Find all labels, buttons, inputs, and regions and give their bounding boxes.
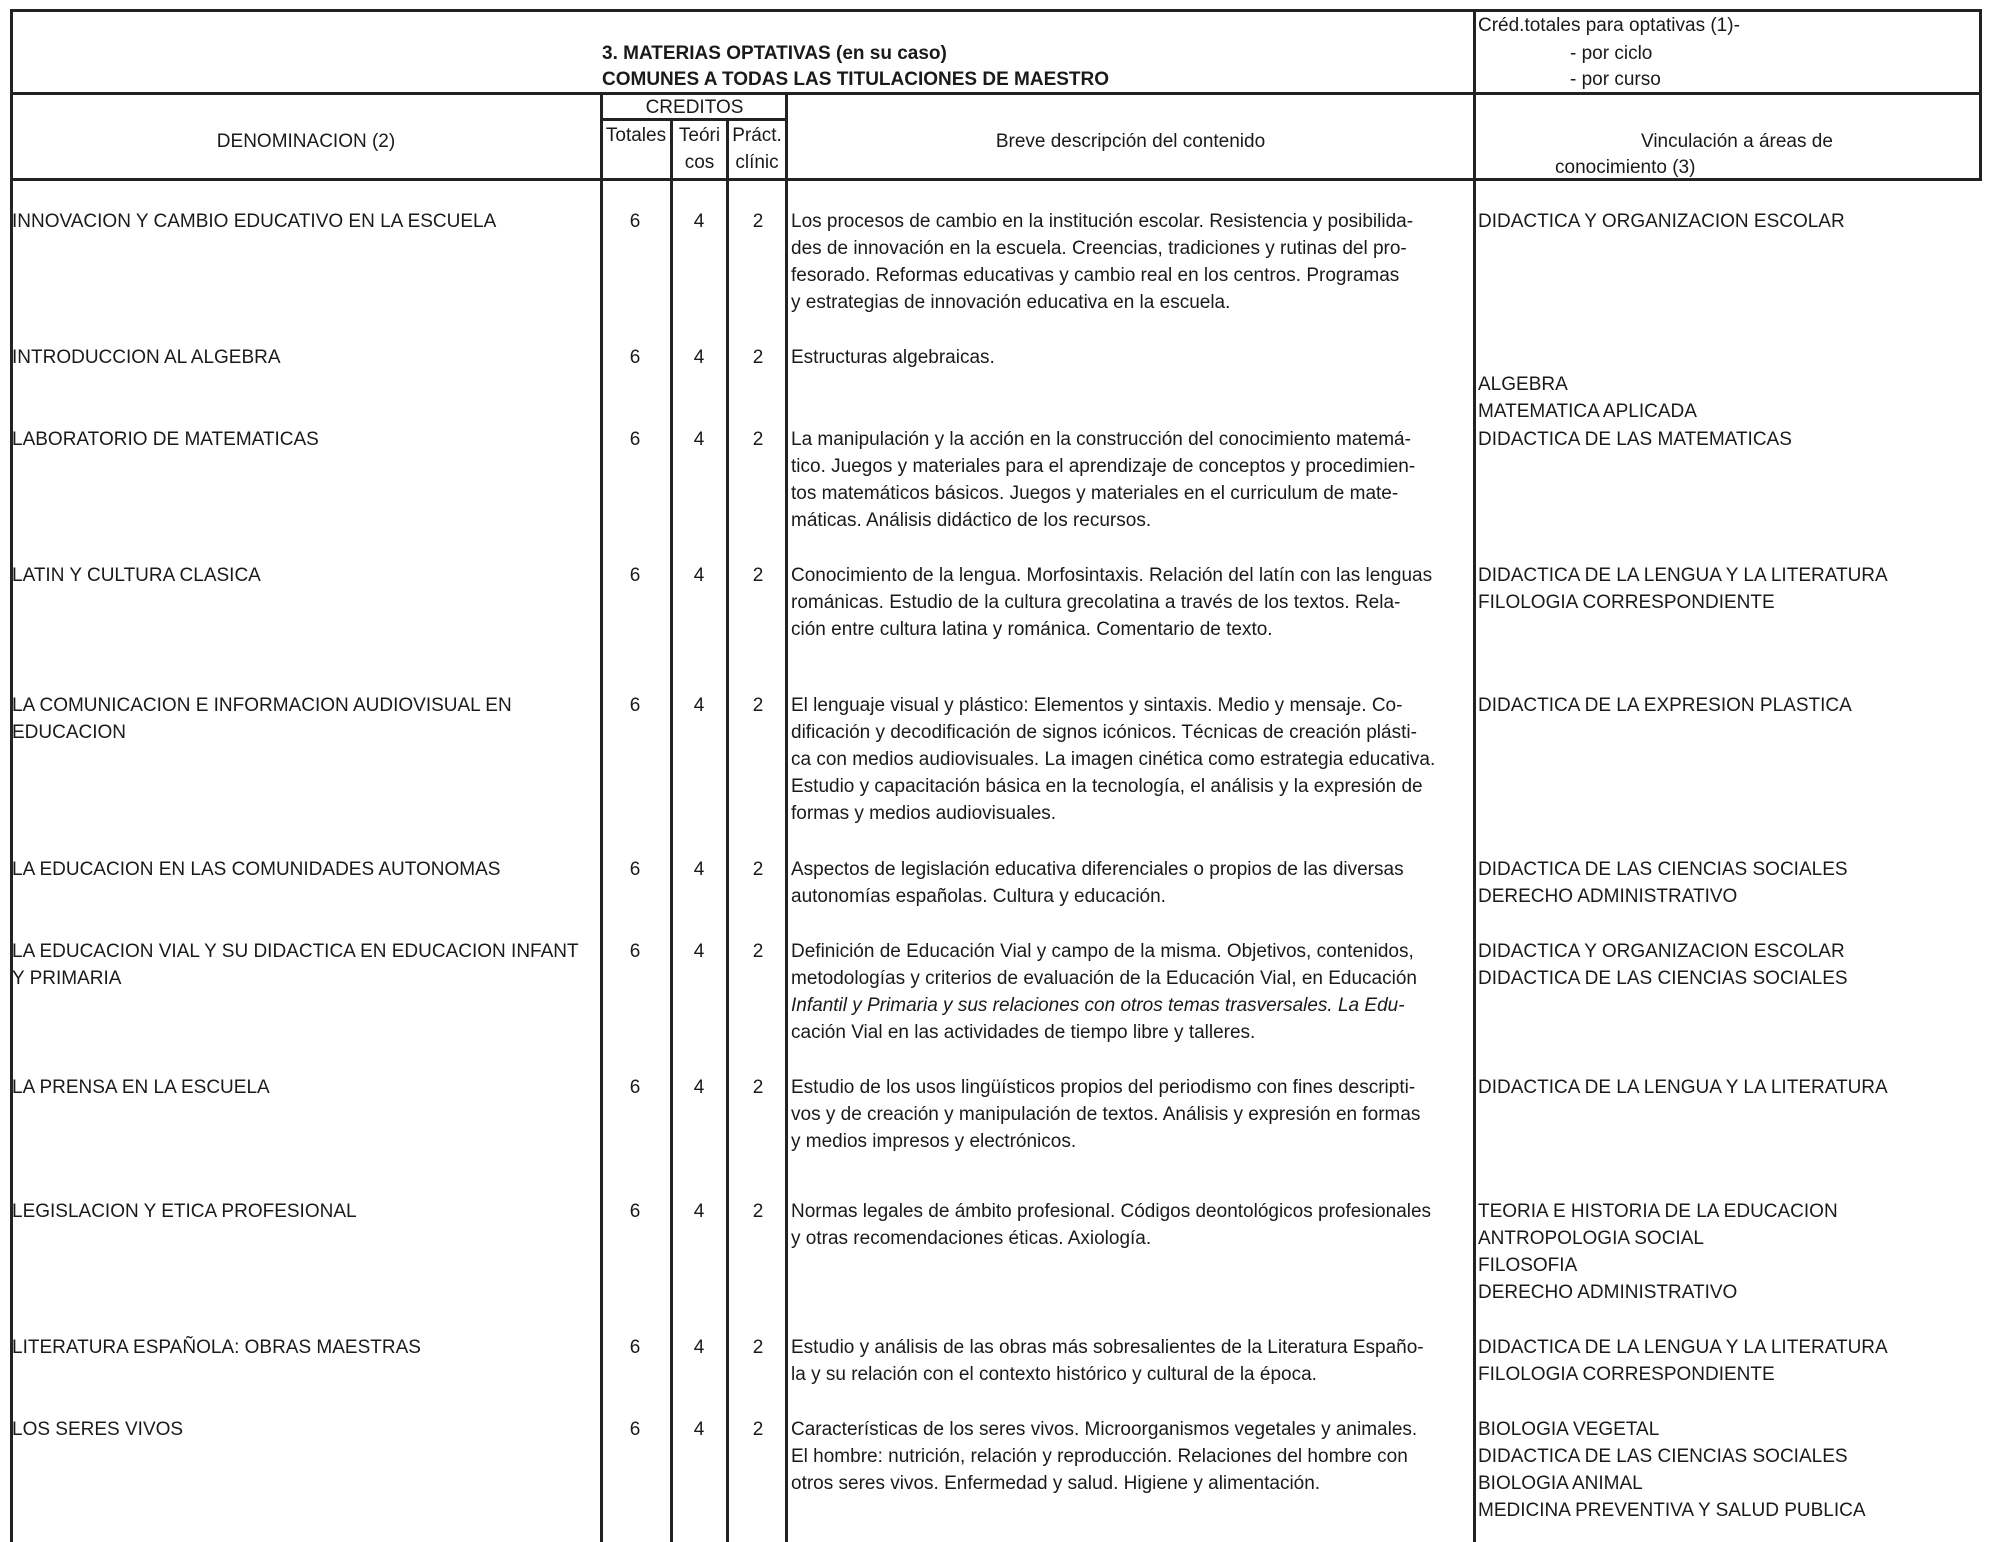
totales-header: Totales bbox=[605, 125, 667, 146]
vinculacion-header-1: Vinculación a áreas de bbox=[1641, 131, 1833, 152]
credits-practicos: 2 bbox=[752, 1419, 764, 1440]
subject-description bbox=[791, 344, 1461, 371]
description-line: formas y medios audiovisuales. bbox=[791, 803, 1057, 824]
knowledge-areas bbox=[1478, 1074, 1998, 1101]
credits-practicos: 2 bbox=[752, 859, 764, 880]
subject-description bbox=[791, 938, 1461, 1046]
subject-title bbox=[12, 344, 600, 371]
col-divider-practicos bbox=[726, 118, 729, 1542]
description-line: Estructuras algebraicas. bbox=[791, 347, 995, 368]
description-line: y otras recomendaciones éticas. Axiología. bbox=[791, 1228, 1152, 1249]
description-line: des de innovación en la escuela. Creencias, tradiciones y rutinas del pro- bbox=[791, 238, 1407, 259]
knowledge-area: BIOLOGIA ANIMAL bbox=[1478, 1473, 1643, 1494]
knowledge-areas bbox=[1478, 1198, 1998, 1306]
credits-teoricos: 4 bbox=[693, 695, 705, 716]
subject-title-line: Y PRIMARIA bbox=[12, 968, 122, 989]
subject-title-line: LEGISLACION Y ETICA PROFESIONAL bbox=[12, 1201, 357, 1222]
knowledge-area: DIDACTICA DE LA LENGUA Y LA LITERATURA bbox=[1478, 1337, 1888, 1358]
teoricos-header-1: Teóri bbox=[678, 125, 721, 146]
credits-totales: 6 bbox=[629, 695, 641, 716]
description-line: La manipulación y la acción en la construcción del conocimiento matemá- bbox=[791, 429, 1411, 450]
credits-practicos: 2 bbox=[752, 565, 764, 586]
por-ciclo-label: - por ciclo bbox=[1570, 43, 1653, 64]
description-line: la y su relación con el contexto histórico y cultural de la época. bbox=[791, 1364, 1317, 1385]
credits-teoricos: 4 bbox=[693, 211, 705, 232]
subject-title bbox=[12, 856, 600, 883]
subject-description bbox=[791, 562, 1461, 643]
credits-totales: 6 bbox=[629, 429, 641, 450]
credits-practicos: 2 bbox=[752, 1077, 764, 1098]
credits-teoricos: 4 bbox=[693, 565, 705, 586]
credits-teoricos: 4 bbox=[693, 1419, 705, 1440]
description-line: y medios impresos y electrónicos. bbox=[791, 1131, 1077, 1152]
col-divider-teoricos bbox=[670, 118, 673, 1542]
description-line: Aspectos de legislación educativa diferenciales o propios de las diversas bbox=[791, 859, 1404, 880]
knowledge-area: DIDACTICA DE LAS CIENCIAS SOCIALES bbox=[1478, 859, 1848, 880]
practicos-header-2: clínic bbox=[735, 152, 779, 173]
knowledge-area: MEDICINA PREVENTIVA Y SALUD PUBLICA bbox=[1478, 1500, 1866, 1521]
description-line: Conocimiento de la lengua. Morfosintaxis. Relación del latín con las lenguas bbox=[791, 565, 1433, 586]
credits-totales: 6 bbox=[629, 347, 641, 368]
description-line: Los procesos de cambio en la institución escolar. Resistencia y posibilida- bbox=[791, 211, 1414, 232]
descripcion-header: Breve descripción del contenido bbox=[995, 131, 1266, 152]
credits-totales: 6 bbox=[629, 859, 641, 880]
knowledge-area: FILOLOGIA CORRESPONDIENTE bbox=[1478, 592, 1775, 613]
description-line: máticas. Análisis didáctico de los recursos. bbox=[791, 510, 1152, 531]
knowledge-area bbox=[1478, 344, 1998, 371]
subject-title bbox=[12, 1074, 600, 1101]
description-line: El hombre: nutrición, relación y reproducción. Relaciones del hombre con bbox=[791, 1446, 1408, 1467]
knowledge-area: DERECHO ADMINISTRATIVO bbox=[1478, 886, 1738, 907]
credits-totales: 6 bbox=[629, 1337, 641, 1358]
knowledge-areas bbox=[1478, 938, 1998, 992]
description-line: románicas. Estudio de la cultura grecolatina a través de los textos. Rela- bbox=[791, 592, 1401, 613]
knowledge-area: DIDACTICA DE LA EXPRESION PLASTICA bbox=[1478, 695, 1852, 716]
subject-title bbox=[12, 692, 600, 746]
credits-practicos: 2 bbox=[752, 347, 764, 368]
knowledge-area: DIDACTICA DE LA LENGUA Y LA LITERATURA bbox=[1478, 565, 1888, 586]
credits-teoricos: 4 bbox=[693, 941, 705, 962]
description-line: y estrategias de innovación educativa en la escuela. bbox=[791, 292, 1231, 313]
credits-practicos: 2 bbox=[752, 1337, 764, 1358]
knowledge-area: ANTROPOLOGIA SOCIAL bbox=[1478, 1228, 1704, 1249]
cred-totales-label: Créd.totales para optativas (1)- bbox=[1478, 15, 1740, 36]
credits-teoricos: 4 bbox=[693, 1337, 705, 1358]
knowledge-areas bbox=[1478, 562, 1998, 616]
subject-title bbox=[12, 426, 600, 453]
practicos-header-1: Práct. bbox=[732, 125, 782, 146]
knowledge-area: FILOLOGIA CORRESPONDIENTE bbox=[1478, 1364, 1775, 1385]
knowledge-area: DIDACTICA DE LAS MATEMATICAS bbox=[1478, 429, 1792, 450]
credits-teoricos: 4 bbox=[693, 347, 705, 368]
subject-title bbox=[12, 1416, 600, 1443]
description-line: Estudio y análisis de las obras más sobresalientes de la Literatura Españo- bbox=[791, 1337, 1424, 1358]
subject-title-line: INTRODUCCION AL ALGEBRA bbox=[12, 347, 281, 368]
description-line: tico. Juegos y materiales para el aprendizaje de conceptos y procedimien- bbox=[791, 456, 1416, 477]
description-line: Estudio y capacitación básica en la tecnología, el análisis y la expresión de bbox=[791, 776, 1423, 797]
subject-description bbox=[791, 692, 1461, 827]
knowledge-area: ALGEBRA bbox=[1478, 374, 1568, 395]
col-divider-vinculacion bbox=[1473, 9, 1476, 1542]
knowledge-areas bbox=[1478, 692, 1998, 719]
knowledge-area: DERECHO ADMINISTRATIVO bbox=[1478, 1282, 1738, 1303]
subject-description bbox=[791, 208, 1461, 316]
subject-title-line: INNOVACION Y CAMBIO EDUCATIVO EN LA ESCUELA bbox=[12, 211, 497, 232]
subject-title-line: LATIN Y CULTURA CLASICA bbox=[12, 565, 261, 586]
knowledge-area: DIDACTICA Y ORGANIZACION ESCOLAR bbox=[1478, 941, 1845, 962]
subject-description bbox=[791, 1074, 1461, 1155]
credits-totales: 6 bbox=[629, 1201, 641, 1222]
knowledge-area: TEORIA E HISTORIA DE LA EDUCACION bbox=[1478, 1201, 1838, 1222]
knowledge-area: DIDACTICA DE LAS CIENCIAS SOCIALES bbox=[1478, 968, 1848, 989]
knowledge-areas bbox=[1478, 856, 1998, 910]
credits-totales: 6 bbox=[629, 565, 641, 586]
subject-title-line: LA EDUCACION VIAL Y SU DIDACTICA EN EDUCACION INFANT bbox=[12, 941, 579, 962]
knowledge-areas bbox=[1478, 426, 1998, 453]
credits-totales: 6 bbox=[629, 941, 641, 962]
subject-title-line: EDUCACION bbox=[12, 722, 127, 743]
description-line: Características de los seres vivos. Microorganismos vegetales y animales. bbox=[791, 1419, 1418, 1440]
subject-title-line: LOS SERES VIVOS bbox=[12, 1419, 184, 1440]
credits-practicos: 2 bbox=[752, 941, 764, 962]
teoricos-header-2: cos bbox=[684, 152, 715, 173]
description-line: otros seres vivos. Enfermedad y salud. Higiene y alimentación. bbox=[791, 1473, 1321, 1494]
knowledge-area: DIDACTICA DE LAS CIENCIAS SOCIALES bbox=[1478, 1446, 1848, 1467]
description-line: Infantil y Primaria y sus relaciones con otros temas trasversales. La Edu- bbox=[791, 995, 1405, 1016]
credits-totales: 6 bbox=[629, 211, 641, 232]
description-line: Definición de Educación Vial y campo de la misma. Objetivos, contenidos, bbox=[791, 941, 1414, 962]
knowledge-areas bbox=[1478, 344, 1998, 425]
col-divider-totales bbox=[600, 92, 603, 1542]
knowledge-areas bbox=[1478, 1334, 1998, 1388]
subject-title-line: LA COMUNICACION E INFORMACION AUDIOVISUAL EN bbox=[12, 695, 512, 716]
description-line: El lenguaje visual y plástico: Elementos y sintaxis. Medio y mensaje. Co- bbox=[791, 695, 1403, 716]
knowledge-areas bbox=[1478, 208, 1998, 235]
description-line: fesorado. Reformas educativas y cambio real en los centros. Programas bbox=[791, 265, 1400, 286]
credits-practicos: 2 bbox=[752, 429, 764, 450]
subject-title bbox=[12, 1198, 600, 1225]
description-line: tos matemáticos básicos. Juegos y materiales en el curriculum de mate- bbox=[791, 483, 1399, 504]
description-line: dificación y decodificación de signos icónicos. Técnicas de creación plásti- bbox=[791, 722, 1417, 743]
credits-teoricos: 4 bbox=[693, 1201, 705, 1222]
knowledge-areas bbox=[1478, 1416, 1998, 1524]
denominacion-header: DENOMINACION (2) bbox=[216, 131, 396, 152]
vinculacion-header-2: conocimiento (3) bbox=[1555, 157, 1696, 178]
subject-description bbox=[791, 1416, 1461, 1497]
credits-teoricos: 4 bbox=[693, 429, 705, 450]
knowledge-area: DIDACTICA Y ORGANIZACION ESCOLAR bbox=[1478, 211, 1845, 232]
subject-description bbox=[791, 426, 1461, 534]
credits-teoricos: 4 bbox=[693, 859, 705, 880]
knowledge-area: BIOLOGIA VEGETAL bbox=[1478, 1419, 1660, 1440]
knowledge-area: MATEMATICA APLICADA bbox=[1478, 401, 1697, 422]
subject-description bbox=[791, 856, 1461, 910]
section-title: 3. MATERIAS OPTATIVAS (en su caso) bbox=[602, 43, 947, 64]
col-divider-descripcion bbox=[785, 92, 788, 1542]
subject-title-line: LA PRENSA EN LA ESCUELA bbox=[12, 1077, 270, 1098]
subject-title-line: LA EDUCACION EN LAS COMUNIDADES AUTONOMAS bbox=[12, 859, 501, 880]
subject-title bbox=[12, 938, 600, 992]
subject-description bbox=[791, 1334, 1461, 1388]
credits-teoricos: 4 bbox=[693, 1077, 705, 1098]
description-line: cación Vial en las actividades de tiempo libre y talleres. bbox=[791, 1022, 1256, 1043]
subject-title bbox=[12, 208, 600, 235]
description-line: ca con medios audiovisuales. La imagen cinética como estrategia educativa. bbox=[791, 749, 1436, 770]
subject-title bbox=[12, 1334, 600, 1361]
creditos-header: CREDITOS bbox=[645, 97, 744, 118]
section-subtitle: COMUNES A TODAS LAS TITULACIONES DE MAESTRO bbox=[602, 69, 1110, 90]
credits-practicos: 2 bbox=[752, 211, 764, 232]
description-line: autonomías españolas. Cultura y educación. bbox=[791, 886, 1166, 907]
description-line: vos y de creación y manipulación de textos. Análisis y expresión en formas bbox=[791, 1104, 1421, 1125]
subject-title-line: LITERATURA ESPAÑOLA: OBRAS MAESTRAS bbox=[12, 1337, 421, 1358]
right-border bbox=[1979, 9, 1982, 180]
subject-title bbox=[12, 562, 600, 589]
knowledge-area: FILOSOFIA bbox=[1478, 1255, 1578, 1276]
subject-title-line: LABORATORIO DE MATEMATICAS bbox=[12, 429, 319, 450]
credits-totales: 6 bbox=[629, 1077, 641, 1098]
credits-totales: 6 bbox=[629, 1419, 641, 1440]
knowledge-area: DIDACTICA DE LA LENGUA Y LA LITERATURA bbox=[1478, 1077, 1888, 1098]
subject-description bbox=[791, 1198, 1461, 1252]
description-line: Estudio de los usos lingüísticos propios del periodismo con fines descripti- bbox=[791, 1077, 1416, 1098]
por-curso-label: - por curso bbox=[1570, 69, 1661, 90]
description-line: Normas legales de ámbito profesional. Códigos deontológicos profesionales bbox=[791, 1201, 1432, 1222]
description-line: ción entre cultura latina y románica. Comentario de texto. bbox=[791, 619, 1273, 640]
description-line: metodologías y criterios de evaluación de la Educación Vial, en Educación bbox=[791, 968, 1417, 989]
credits-practicos: 2 bbox=[752, 695, 764, 716]
credits-practicos: 2 bbox=[752, 1201, 764, 1222]
